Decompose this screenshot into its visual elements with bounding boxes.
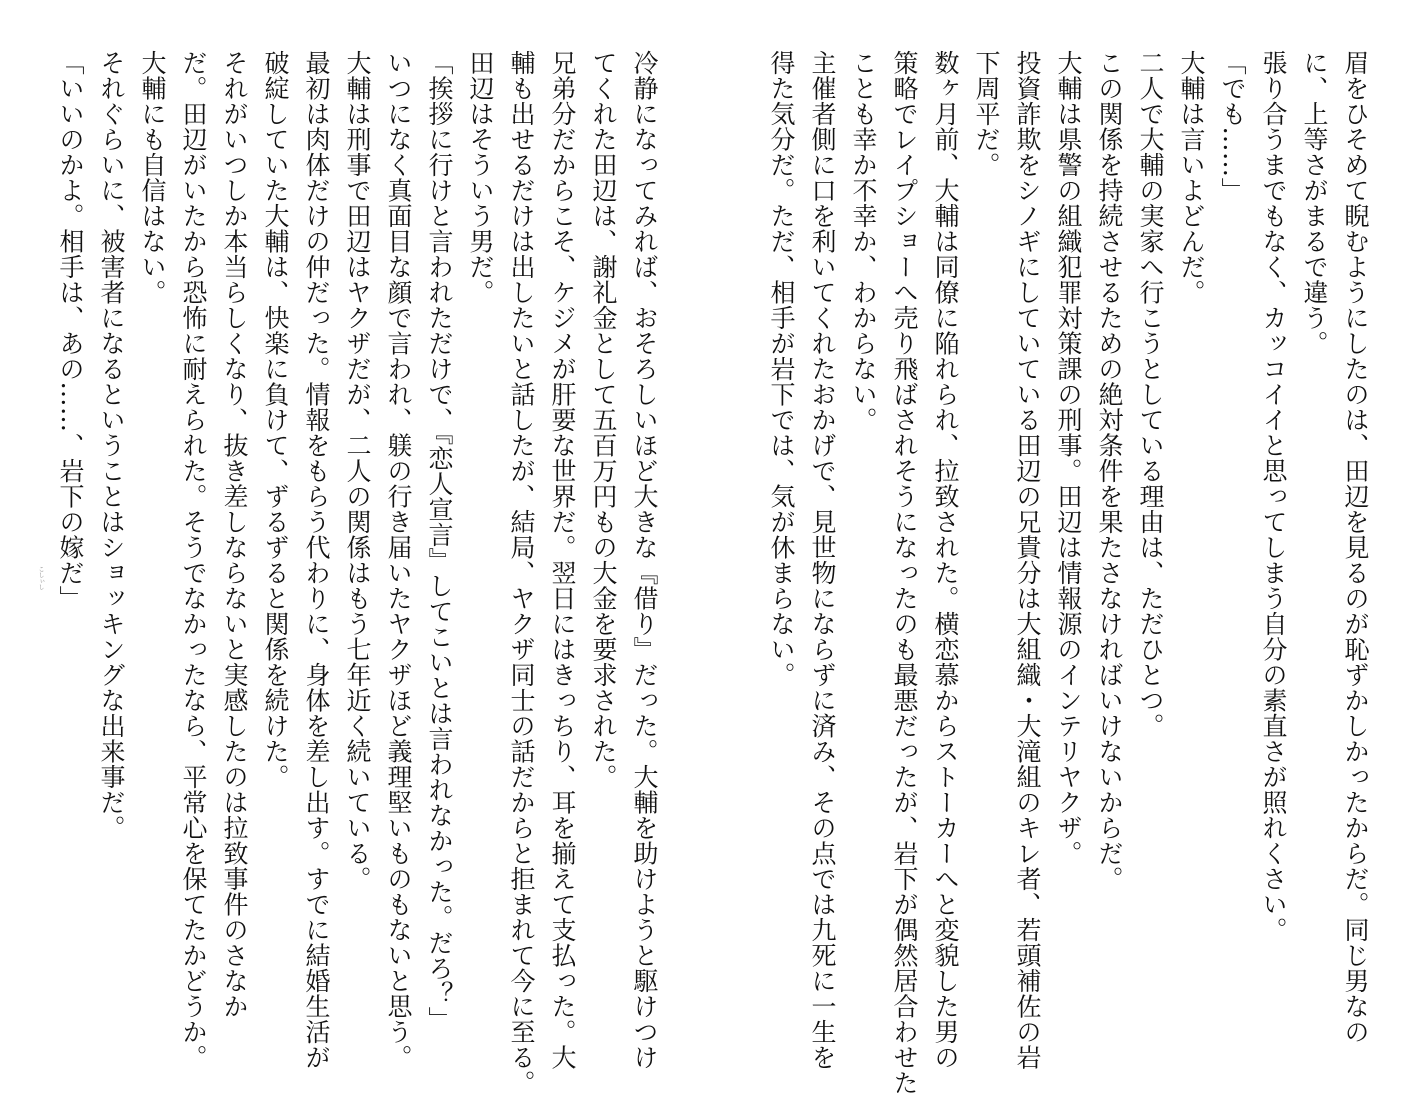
right-page <box>707 0 1414 1096</box>
page-folio: こしぃし <box>37 566 44 590</box>
text-line: 数ヶ月前、大輔は同僚に陥れられ、拉致された。横恋慕からストーカーへと変貌した男の <box>931 50 960 1070</box>
text-line: 大輔は刑事で田辺はヤクザだが、二人の関係はもう七年近く続いている。 <box>343 50 372 892</box>
text-line: 「いいのかよ。相手は、あの……、岩下の嫁だ」 <box>56 50 85 611</box>
text-line: 策略でレイプショーへ売り飛ばされそうになったのも最悪だったが、岩下が偶然居合わせた <box>890 50 919 1096</box>
text-line: 張り合うまでもなく、カッコイイと思ってしまう自分の素直さが照れくさい。 <box>1259 50 1288 943</box>
text-line: に、上等さがまるで違う。 <box>1300 50 1329 356</box>
text-line: 大輔は県警の組織犯罪対策課の刑事。田辺は情報源のインテリヤクザ。 <box>1054 50 1083 866</box>
text-line: 兄弟分だからこそ、ケジメが肝要な世界だ。翌日にはきっちり、耳を揃えて支払った。大 <box>548 50 577 1070</box>
text-line: 投資詐欺をシノギにしていている田辺の兄貴分は大組織・大滝組のキレ者、若頭補佐の岩 <box>1013 50 1042 1070</box>
text-line: 大輔は言いよどんだ。 <box>1177 50 1206 305</box>
text-line: 二人で大輔の実家へ行こうとしている理由は、ただひとつ。 <box>1136 50 1165 739</box>
text-line: 「でも……」 <box>1218 50 1247 203</box>
right-page-text <box>761 50 1376 1096</box>
text-line: 下周平だ。 <box>972 50 1001 178</box>
text-line: 大輔にも自信はない。 <box>138 50 167 305</box>
text-line: 眉をひそめて睨むようにしたのは、田辺を見るのが恥ずかしかったからだ。同じ男なの <box>1341 50 1370 1045</box>
text-line: 輔も出せるだけは出したいと話したが、結局、ヤクザ同士の話だからと拒まれて今に至る。 <box>507 50 536 1096</box>
text-line: 主催者側に口を利いてくれたおかげで、見世物にならずに済み、その点では九死に一生を <box>808 50 837 1070</box>
text-line: それぐらいに、被害者になるということはショッキングな出来事だ。 <box>97 50 126 841</box>
left-page-text <box>50 50 665 1096</box>
text-line: それがいつしか本当らしくなり、抜き差しならないと実感したのは拉致事件のさなか <box>220 50 249 1019</box>
text-line: 得た気分だ。ただ、相手が岩下では、気が休まらない。 <box>767 50 796 688</box>
text-line: 最初は肉体だけの仲だった。情報をもらう代わりに、身体を差し出す。すでに結婚生活が <box>302 50 331 1070</box>
text-line: この関係を持続させるための絶対条件を果たさなければいけないからだ。 <box>1095 50 1124 892</box>
text-line: 冷静になってみれば、おそろしいほど大きな『借り』だった。大輔を助けようと駆けつけ <box>630 50 659 1070</box>
text-line: いつになく真面目な顔で言われ、躾の行き届いたヤクザほど義理堅いものもないと思う。 <box>384 50 413 1070</box>
text-line: だ。田辺がいたから恐怖に耐えられた。そうでなかったなら、平常心を保てたかどうか。 <box>179 50 208 1070</box>
text-line: てくれた田辺は、謝礼金として五百万円もの大金を要求された。 <box>589 50 618 790</box>
text-line: 破綻していた大輔は、快楽に負けて、ずるずると関係を続けた。 <box>261 50 290 790</box>
text-line: ことも幸か不幸か、わからない。 <box>849 50 878 433</box>
text-line: 「挨拶に行けと言われただけで、『恋人宣言』してこいとは言われなかった。だろ？」 <box>425 50 454 1032</box>
text-line: 田辺はそういう男だ。 <box>466 50 495 305</box>
